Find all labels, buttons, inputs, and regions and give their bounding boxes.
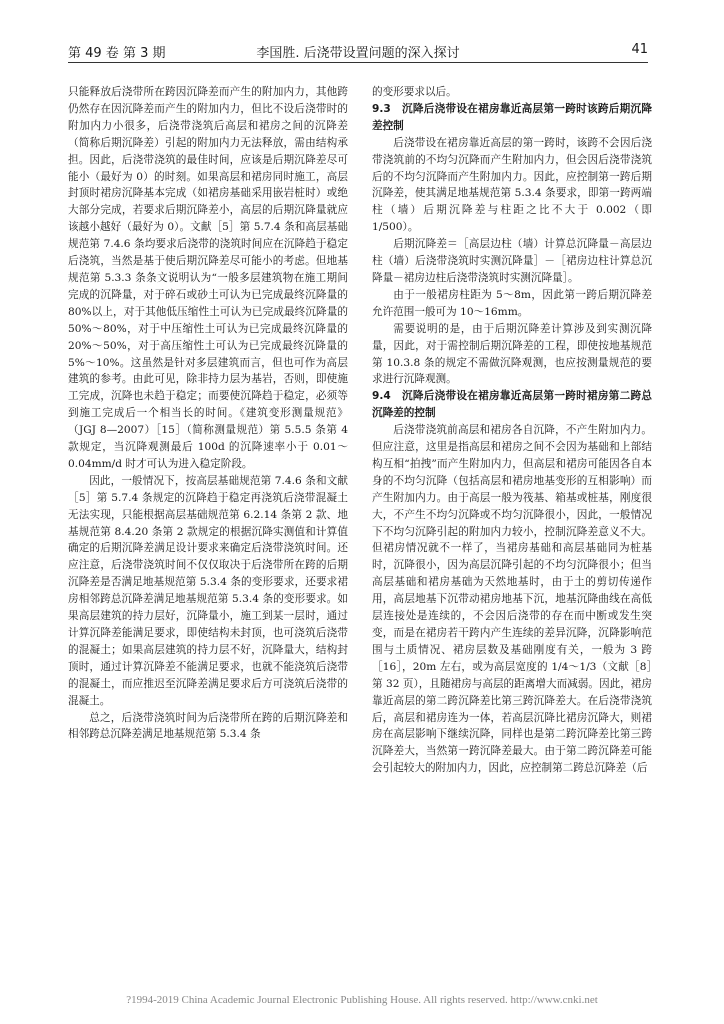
section-heading: 9.3 沉降后浇带设在裙房靠近高层第一跨时该跨后期沉降差控制 [372, 102, 652, 132]
paragraph: 后浇带设在裙房靠近高层的第一跨时，该跨不会因后浇带浇筑前的不均匀沉降而产生附加内力，但会因后浇带浇筑后的不均匀沉降而产生附加内力。因此，应控制第一跨后期沉降差，使其满足地基规范第 5.3.4 条要求，即第一跨两端柱（墙）后期沉降差与柱距之比不大于 0.002（即 1/500）。 [372, 136, 652, 234]
paragraph: 后浇带浇筑前高层和裙房各自沉降，不产生附加内力。但应注意，这里是指高层和裙房之间不会因为基础和上部结构互相“拍拽”而产生附加内力，但高层和裙房可能因各自本身的不均匀沉降（包括高层和裙房地基变形的互相影响）而产生附加内力。由于高层一般为筏基、箱基或桩基，刚度很大，不产生不均匀沉降或不均匀沉降很小，因此，一般情况下不均匀沉降引起的附加内力较小，控制沉降差意义不大。但裙房情况就不一样了，当裙房基础和高层基础同为桩基时，沉降很小，因为高层沉降引起的不均匀沉降很小；但当高层基础和裙房基础为天然地基时，由于土的剪切传递作用，高层地基下沉带动裙房地基下沉，地基沉降曲线在高低层连接处是连续的，不会因后浇带的存在而中断或发生突变，而是在裙房若干跨内产生连续的差异沉降，沉降影响范围与土质情况、裙房层数及基础刚度有关，一般为 3 跨［16］，20m 左右，或为高层宽度的 1/4～1/3（文献［8］第 32 页），且随裙房与高层的距离增大而减弱。因此，裙房靠近高层的第二跨沉降差比第三跨沉降差大。在后浇带浇筑后，高层和裙房连为一体，若高层沉降比裙房沉降大，则裙房在高层影响下继续沉降，同样也是第二跨沉降差比第三跨沉降差大，当然第一跨沉降差最大。由于第二跨沉降差可能会引起较大的附加内力，因此，应控制第二跨总沉降差（后 [372, 424, 652, 775]
paragraph: 由于一般裙房柱距为 5～8m，因此第一跨后期沉降差允许范围一般可为 10～16mm。 [372, 288, 652, 318]
running-title: 李国胜. 后浇带设置问题的深入探讨 [256, 46, 460, 61]
paragraph: 需要说明的是，由于后期沉降差计算涉及到实测沉降量，因此，对于需控制后期沉降差的工程，即使按地基规范第 10.3.8 条的规定不需做沉降观测，也应按测量规范的要求进行沉降观测。 [372, 322, 652, 386]
left-column [68, 84, 348, 743]
copyright-footer: ?1994-2019 China Academic Journal Electronic Publishing House. All rights reserved. http://www.cnki.net [126, 994, 598, 1006]
paragraph: 后期沉降差＝［高层边柱（墙）计算总沉降量－高层边柱（墙）后浇带浇筑时实测沉降量］－［裙房边柱计算总沉降量－裙房边柱后浇带浇筑时实测沉降量］。 [372, 238, 652, 284]
paragraph: 只能释放后浇带所在跨因沉降差而产生的附加内力，其他跨仍然存在因沉降差而产生的附加内力，但比不设后浇带时的附加内力小很多，后浇带浇筑后高层和裙房之间的沉降差（简称后期沉降差）引起的附加内力无法释放，需由结构承担。因此，后浇带浇筑的最佳时间，应该是后期沉降差尽可能小（最好为 0）的时刻。如果高层和裙房同时施工，高层封顶时裙房沉降基本完成（如裙房基础采用嵌岩桩时）或绝大部分完成，若要求后期沉降差小，高层的后期沉降量就应该越小越好（最好为 0）。文献［5］第 5.7.4 条和高层基础规范第 7.4.6 条均要求后浇带的浇筑时间应在沉降趋于稳定后浇筑，当然是基于使后期沉降差尽可能小的考虑。但地基规范第 5.3.3 条条文说明认为“一般多层建筑物在施工期间完成的沉降量，对于碎石或砂土可认为已完成最终沉降量的 80%以上，对于其他低压缩性土可认为已完成最终沉降量的 50%～80%，对于中压缩性土可认为已完成最终沉降量的 20%～50%，对于高压缩性土可认为已完成最终沉降量的 5%～10%。这虽然是针对多层建筑而言，但也可作为高层建筑的参考。由此可见，除非持力层为基岩，否则，即使施工完成，沉降也未趋于稳定；而要使沉降趋于稳定，必须等到施工完成后一个相当长的时间。《建筑变形测量规范》（JGJ 8—2007）［15］（简称测量规范）第 5.5.5 条第 4 款规定，当沉降观测最后 100d 的沉降速率小于 0.01～0.04mm/d 时才可认为进入稳定阶段。 [68, 86, 348, 470]
right-column [372, 84, 652, 777]
paragraph: 总之，后浇带浇筑时间为后浇带所在跨的后期沉降差和相邻跨总沉降差满足地基规范第 5.3.4 条 [68, 711, 348, 741]
section-heading: 9.4 沉降后浇带设在裙房靠近高层第一跨时裙房第二跨总沉降差的控制 [372, 390, 652, 420]
page-number: 41 [631, 42, 648, 57]
journal-issue: 第 49 卷 第 3 期 [68, 46, 166, 61]
page-header [68, 40, 648, 63]
paragraph: 的变形要求以后。 [372, 86, 457, 98]
paragraph: 因此，一般情况下，按高层基础规范第 7.4.6 条和文献［5］第 5.7.4 条规定的沉降趋于稳定再浇筑后浇带混凝土无法实现，只能根据高层基础规范第 6.2.14 条第 2 款、地基规范第 8.4.20 条第 2 款规定的根据沉降实测值和计算值确定的后期沉降差满足设计要求来确定后浇带浇筑时间。还应注意，后浇带浇筑时间不仅仅取决于后浇带所在跨的后期沉降差是否满足地基规范第 5.3.4 条的变形要求，还要求裙房相邻跨总沉降差满足地基规范第 5.3.4 条的变形要求。如果高层建筑的持力层好，沉降量小，施工到某一层时，通过计算沉降差能满足要求，即使结构未封顶，也可浇筑后浇带的混凝土；如果高层建筑的持力层不好，沉降量大，结构封顶时，通过计算沉降差不能满足要求，也就不能浇筑后浇带的混凝土，而应推迟至沉降差满足要求后方可浇筑后浇带的混凝土。 [68, 474, 348, 707]
